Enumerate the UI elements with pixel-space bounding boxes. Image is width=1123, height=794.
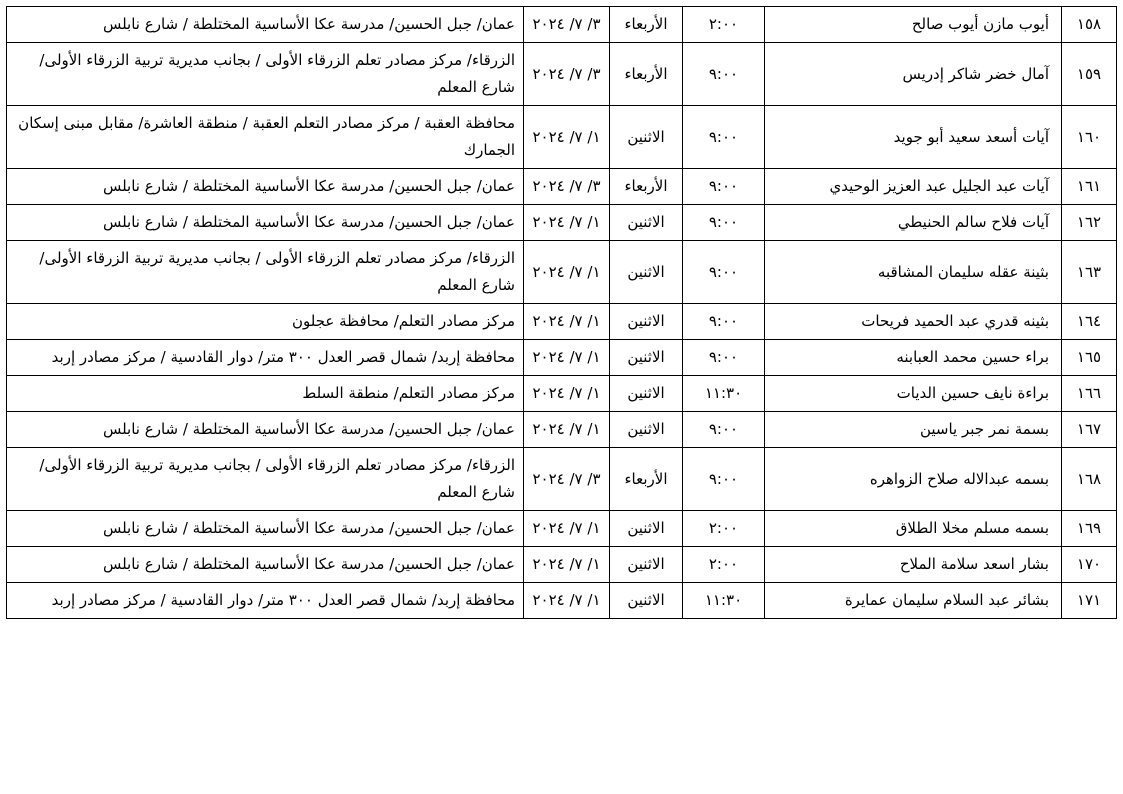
person-name-cell: آيات أسعد سعيد أبو جويد — [765, 106, 1062, 169]
exam-day-cell: الاثنين — [610, 106, 683, 169]
exam-location-cell: الزرقاء/ مركز مصادر تعلم الزرقاء الأولى / بجانب مديرية تربية الزرقاء الأولى/ شارع المعلم — [7, 43, 524, 106]
exam-day-cell: الأربعاء — [610, 43, 683, 106]
exam-location-cell: الزرقاء/ مركز مصادر تعلم الزرقاء الأولى / بجانب مديرية تربية الزرقاء الأولى/ شارع المعلم — [7, 241, 524, 304]
table-row — [7, 448, 1117, 511]
exam-date-cell: ١/ ٧/ ٢٠٢٤ — [524, 547, 610, 583]
exam-day-cell: الاثنين — [610, 304, 683, 340]
row-number-cell: ١٦٢ — [1062, 205, 1117, 241]
exam-day-cell: الاثنين — [610, 511, 683, 547]
person-name-cell: بسمة نمر جبر ياسين — [765, 412, 1062, 448]
row-number-cell: ١٦٣ — [1062, 241, 1117, 304]
person-name-cell: بسمه عبدالاله صلاح الزواهره — [765, 448, 1062, 511]
exam-date-cell: ١/ ٧/ ٢٠٢٤ — [524, 106, 610, 169]
exam-time-cell: ٢:٠٠ — [683, 511, 765, 547]
exam-date-cell: ٣/ ٧/ ٢٠٢٤ — [524, 169, 610, 205]
table-row — [7, 340, 1117, 376]
exam-date-cell: ١/ ٧/ ٢٠٢٤ — [524, 340, 610, 376]
person-name-cell: بشائر عبد السلام سليمان عمايرة — [765, 583, 1062, 619]
exam-time-cell: ٢:٠٠ — [683, 547, 765, 583]
exam-time-cell: ٩:٠٠ — [683, 205, 765, 241]
exam-day-cell: الاثنين — [610, 340, 683, 376]
exam-day-cell: الأربعاء — [610, 169, 683, 205]
exam-location-cell: مركز مصادر التعلم/ محافظة عجلون — [7, 304, 524, 340]
row-number-cell: ١٦١ — [1062, 169, 1117, 205]
exam-location-cell: عمان/ جبل الحسين/ مدرسة عكا الأساسية المختلطة / شارع نابلس — [7, 412, 524, 448]
exam-date-cell: ١/ ٧/ ٢٠٢٤ — [524, 412, 610, 448]
exam-day-cell: الاثنين — [610, 205, 683, 241]
person-name-cell: آيات عبد الجليل عبد العزيز الوحيدي — [765, 169, 1062, 205]
person-name-cell: براءة نايف حسين الديات — [765, 376, 1062, 412]
table-row — [7, 511, 1117, 547]
exam-location-cell: محافظة العقبة / مركز مصادر التعلم العقبة / منطقة العاشرة/ مقابل مبنى إسكان الجمارك — [7, 106, 524, 169]
exam-location-cell: محافظة إربد/ شمال قصر العدل ٣٠٠ متر/ دوار القادسية / مركز مصادر إربد — [7, 583, 524, 619]
row-number-cell: ١٧٠ — [1062, 547, 1117, 583]
row-number-cell: ١٦٠ — [1062, 106, 1117, 169]
table-row — [7, 583, 1117, 619]
exam-date-cell: ٣/ ٧/ ٢٠٢٤ — [524, 7, 610, 43]
exam-time-cell: ١١:٣٠ — [683, 583, 765, 619]
exam-day-cell: الاثنين — [610, 376, 683, 412]
row-number-cell: ١٦٧ — [1062, 412, 1117, 448]
exam-time-cell: ٩:٠٠ — [683, 304, 765, 340]
person-name-cell: أيوب مازن أيوب صالح — [765, 7, 1062, 43]
row-number-cell: ١٦٥ — [1062, 340, 1117, 376]
exam-location-cell: عمان/ جبل الحسين/ مدرسة عكا الأساسية المختلطة / شارع نابلس — [7, 511, 524, 547]
row-number-cell: ١٧١ — [1062, 583, 1117, 619]
table-row — [7, 205, 1117, 241]
person-name-cell: آيات فلاح سالم الحنيطي — [765, 205, 1062, 241]
table-row — [7, 7, 1117, 43]
exam-date-cell: ١/ ٧/ ٢٠٢٤ — [524, 241, 610, 304]
exam-date-cell: ١/ ٧/ ٢٠٢٤ — [524, 304, 610, 340]
table-row — [7, 304, 1117, 340]
exam-location-cell: عمان/ جبل الحسين/ مدرسة عكا الأساسية المختلطة / شارع نابلس — [7, 205, 524, 241]
exam-date-cell: ٣/ ٧/ ٢٠٢٤ — [524, 448, 610, 511]
exam-day-cell: الأربعاء — [610, 7, 683, 43]
exam-location-cell: عمان/ جبل الحسين/ مدرسة عكا الأساسية المختلطة / شارع نابلس — [7, 7, 524, 43]
table-row — [7, 412, 1117, 448]
exam-day-cell: الاثنين — [610, 583, 683, 619]
exam-date-cell: ١/ ٧/ ٢٠٢٤ — [524, 205, 610, 241]
exam-location-cell: عمان/ جبل الحسين/ مدرسة عكا الأساسية المختلطة / شارع نابلس — [7, 547, 524, 583]
person-name-cell: براء حسين محمد العبابنه — [765, 340, 1062, 376]
row-number-cell: ١٦٤ — [1062, 304, 1117, 340]
schedule-sheet — [6, 6, 1117, 619]
table-row — [7, 43, 1117, 106]
person-name-cell: بثينة عقله سليمان المشاقبه — [765, 241, 1062, 304]
schedule-table-body — [7, 7, 1117, 619]
exam-day-cell: الأربعاء — [610, 448, 683, 511]
exam-time-cell: ٩:٠٠ — [683, 43, 765, 106]
exam-time-cell: ٩:٠٠ — [683, 169, 765, 205]
exam-time-cell: ٩:٠٠ — [683, 241, 765, 304]
person-name-cell: آمال خضر شاكر إدريس — [765, 43, 1062, 106]
exam-time-cell: ٢:٠٠ — [683, 7, 765, 43]
schedule-table — [6, 6, 1117, 619]
exam-date-cell: ٣/ ٧/ ٢٠٢٤ — [524, 43, 610, 106]
exam-day-cell: الاثنين — [610, 241, 683, 304]
row-number-cell: ١٦٩ — [1062, 511, 1117, 547]
exam-day-cell: الاثنين — [610, 547, 683, 583]
exam-date-cell: ١/ ٧/ ٢٠٢٤ — [524, 511, 610, 547]
table-row — [7, 106, 1117, 169]
exam-day-cell: الاثنين — [610, 412, 683, 448]
table-row — [7, 547, 1117, 583]
exam-location-cell: محافظة إربد/ شمال قصر العدل ٣٠٠ متر/ دوار القادسية / مركز مصادر إربد — [7, 340, 524, 376]
exam-time-cell: ٩:٠٠ — [683, 412, 765, 448]
person-name-cell: بشار اسعد سلامة الملاح — [765, 547, 1062, 583]
table-row — [7, 169, 1117, 205]
exam-location-cell: مركز مصادر التعلم/ منطقة السلط — [7, 376, 524, 412]
table-row — [7, 376, 1117, 412]
row-number-cell: ١٦٦ — [1062, 376, 1117, 412]
row-number-cell: ١٥٨ — [1062, 7, 1117, 43]
exam-time-cell: ٩:٠٠ — [683, 106, 765, 169]
exam-location-cell: عمان/ جبل الحسين/ مدرسة عكا الأساسية المختلطة / شارع نابلس — [7, 169, 524, 205]
exam-time-cell: ٩:٠٠ — [683, 340, 765, 376]
table-row — [7, 241, 1117, 304]
exam-location-cell: الزرقاء/ مركز مصادر تعلم الزرقاء الأولى / بجانب مديرية تربية الزرقاء الأولى/ شارع المعلم — [7, 448, 524, 511]
row-number-cell: ١٦٨ — [1062, 448, 1117, 511]
exam-date-cell: ١/ ٧/ ٢٠٢٤ — [524, 583, 610, 619]
exam-time-cell: ٩:٠٠ — [683, 448, 765, 511]
exam-time-cell: ١١:٣٠ — [683, 376, 765, 412]
person-name-cell: بثينه قدري عبد الحميد فريحات — [765, 304, 1062, 340]
exam-date-cell: ١/ ٧/ ٢٠٢٤ — [524, 376, 610, 412]
row-number-cell: ١٥٩ — [1062, 43, 1117, 106]
person-name-cell: بسمه مسلم مخلا الطلاق — [765, 511, 1062, 547]
